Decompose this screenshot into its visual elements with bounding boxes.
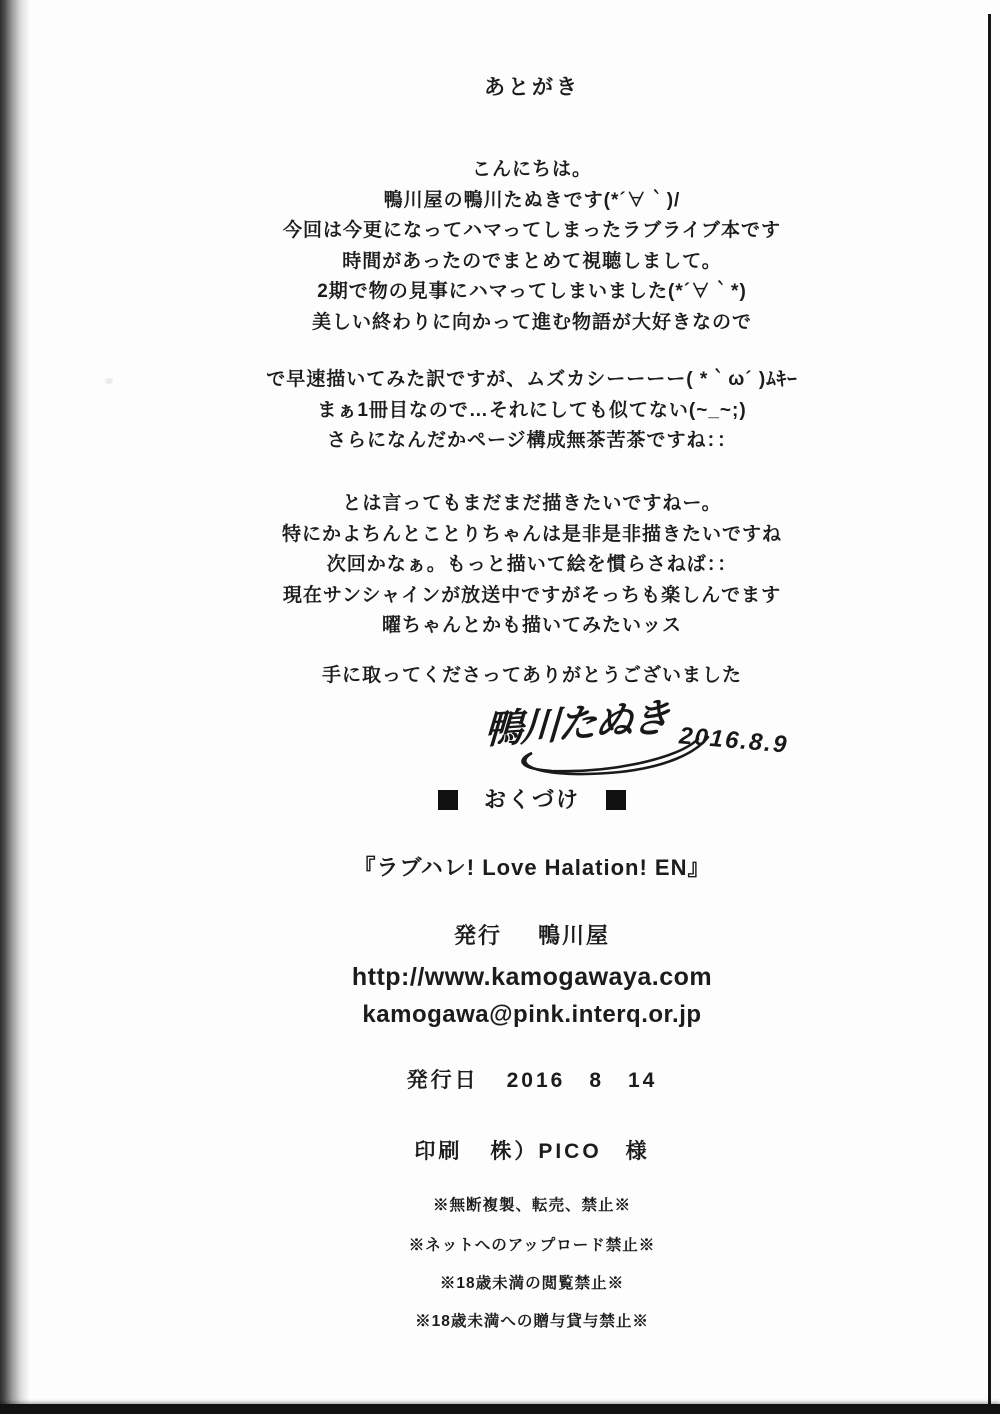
publication-date: 2016 8 14	[506, 1069, 658, 1092]
afterword-paragraph-3	[64, 489, 1000, 642]
black-square-icon	[438, 790, 458, 810]
website-url: http://www.kamogawaya.com	[351, 963, 713, 991]
book-title: 『ラブハレ! Love Halation! EN』	[353, 855, 711, 880]
notice-no-gifting-under-18: ※18歳未満への贈与貸与禁止※	[415, 1313, 649, 1330]
notice-no-upload: ※ネットへのアップロード禁止※	[408, 1237, 656, 1254]
publisher-label: 発行	[453, 923, 502, 948]
scan-edge-left	[0, 0, 30, 1414]
page-title: あとがき	[484, 76, 580, 99]
afterword-line: 特にかよちんとことりちゃんは是非是非描きたいですね	[281, 523, 782, 545]
afterword-line: まぁ1冊目なので…それにしても似てない(~_~;)	[317, 399, 747, 421]
afterword-line: とは言ってもまだまだ描きたいですねー。	[342, 493, 722, 514]
colophon-header-row	[64, 786, 1000, 817]
signature-name: 鴨川たぬき	[482, 696, 670, 753]
contact-email: kamogawa@pink.interq.or.jp	[362, 1001, 702, 1028]
afterword-paragraph-4	[64, 661, 1000, 692]
afterword-line: 2期で物の見事にハマってしまいました(*´∀｀*)	[317, 281, 747, 303]
afterword-line: で早速描いてみた訳ですが、ムズカシーーーー( *｀ω´ )ﾑｷｰ	[266, 369, 798, 390]
black-square-icon	[606, 790, 626, 810]
printer-name: 株）PICO 様	[490, 1140, 650, 1163]
afterword-line: 美しい終わりに向かって進む物語が大好きなので	[311, 311, 752, 333]
afterword-line: 鴨川屋の鴨川たぬきです(*´∀｀)/	[383, 189, 681, 211]
publisher-row	[64, 922, 1000, 950]
notice-no-reproduction: ※無断複製、転売、禁止※	[432, 1197, 631, 1214]
afterword-paragraph-2	[64, 365, 1000, 457]
afterword-paragraph-1	[64, 155, 1000, 339]
handwritten-signature	[484, 693, 794, 785]
afterword-line: 現在サンシャインが放送中ですがそっちも楽しんでます	[282, 584, 782, 606]
afterword-line: 次回かなぁ。もっと描いて絵を慣らさねば：：	[326, 554, 738, 576]
signature-date: 2016.8.9	[677, 722, 790, 759]
afterword-line: 手に取ってくださってありがとうございました	[321, 665, 742, 686]
publisher-name: 鴨川屋	[538, 923, 611, 948]
afterword-line: さらになんだかページ構成無茶苦茶ですね：：	[326, 430, 738, 452]
afterword-line: 時間があったのでまとめて視聴しまして。	[342, 250, 722, 272]
publication-date-row	[64, 1067, 1000, 1095]
afterword-line: 曜ちゃんとかも描いてみたいッス	[381, 615, 682, 637]
printer-row	[64, 1138, 1000, 1166]
printer-label: 印刷	[414, 1140, 463, 1163]
notice-no-viewing-under-18: ※18歳未満の閲覧禁止※	[439, 1275, 625, 1292]
afterword-line: 今回は今更になってハマってしまったラブライブ本です	[282, 220, 782, 242]
colophon-header: おくづけ	[483, 787, 580, 812]
publication-date-label: 発行日	[406, 1069, 479, 1092]
page-content	[64, 0, 1000, 1414]
afterword-line: こんにちは。	[471, 159, 592, 180]
